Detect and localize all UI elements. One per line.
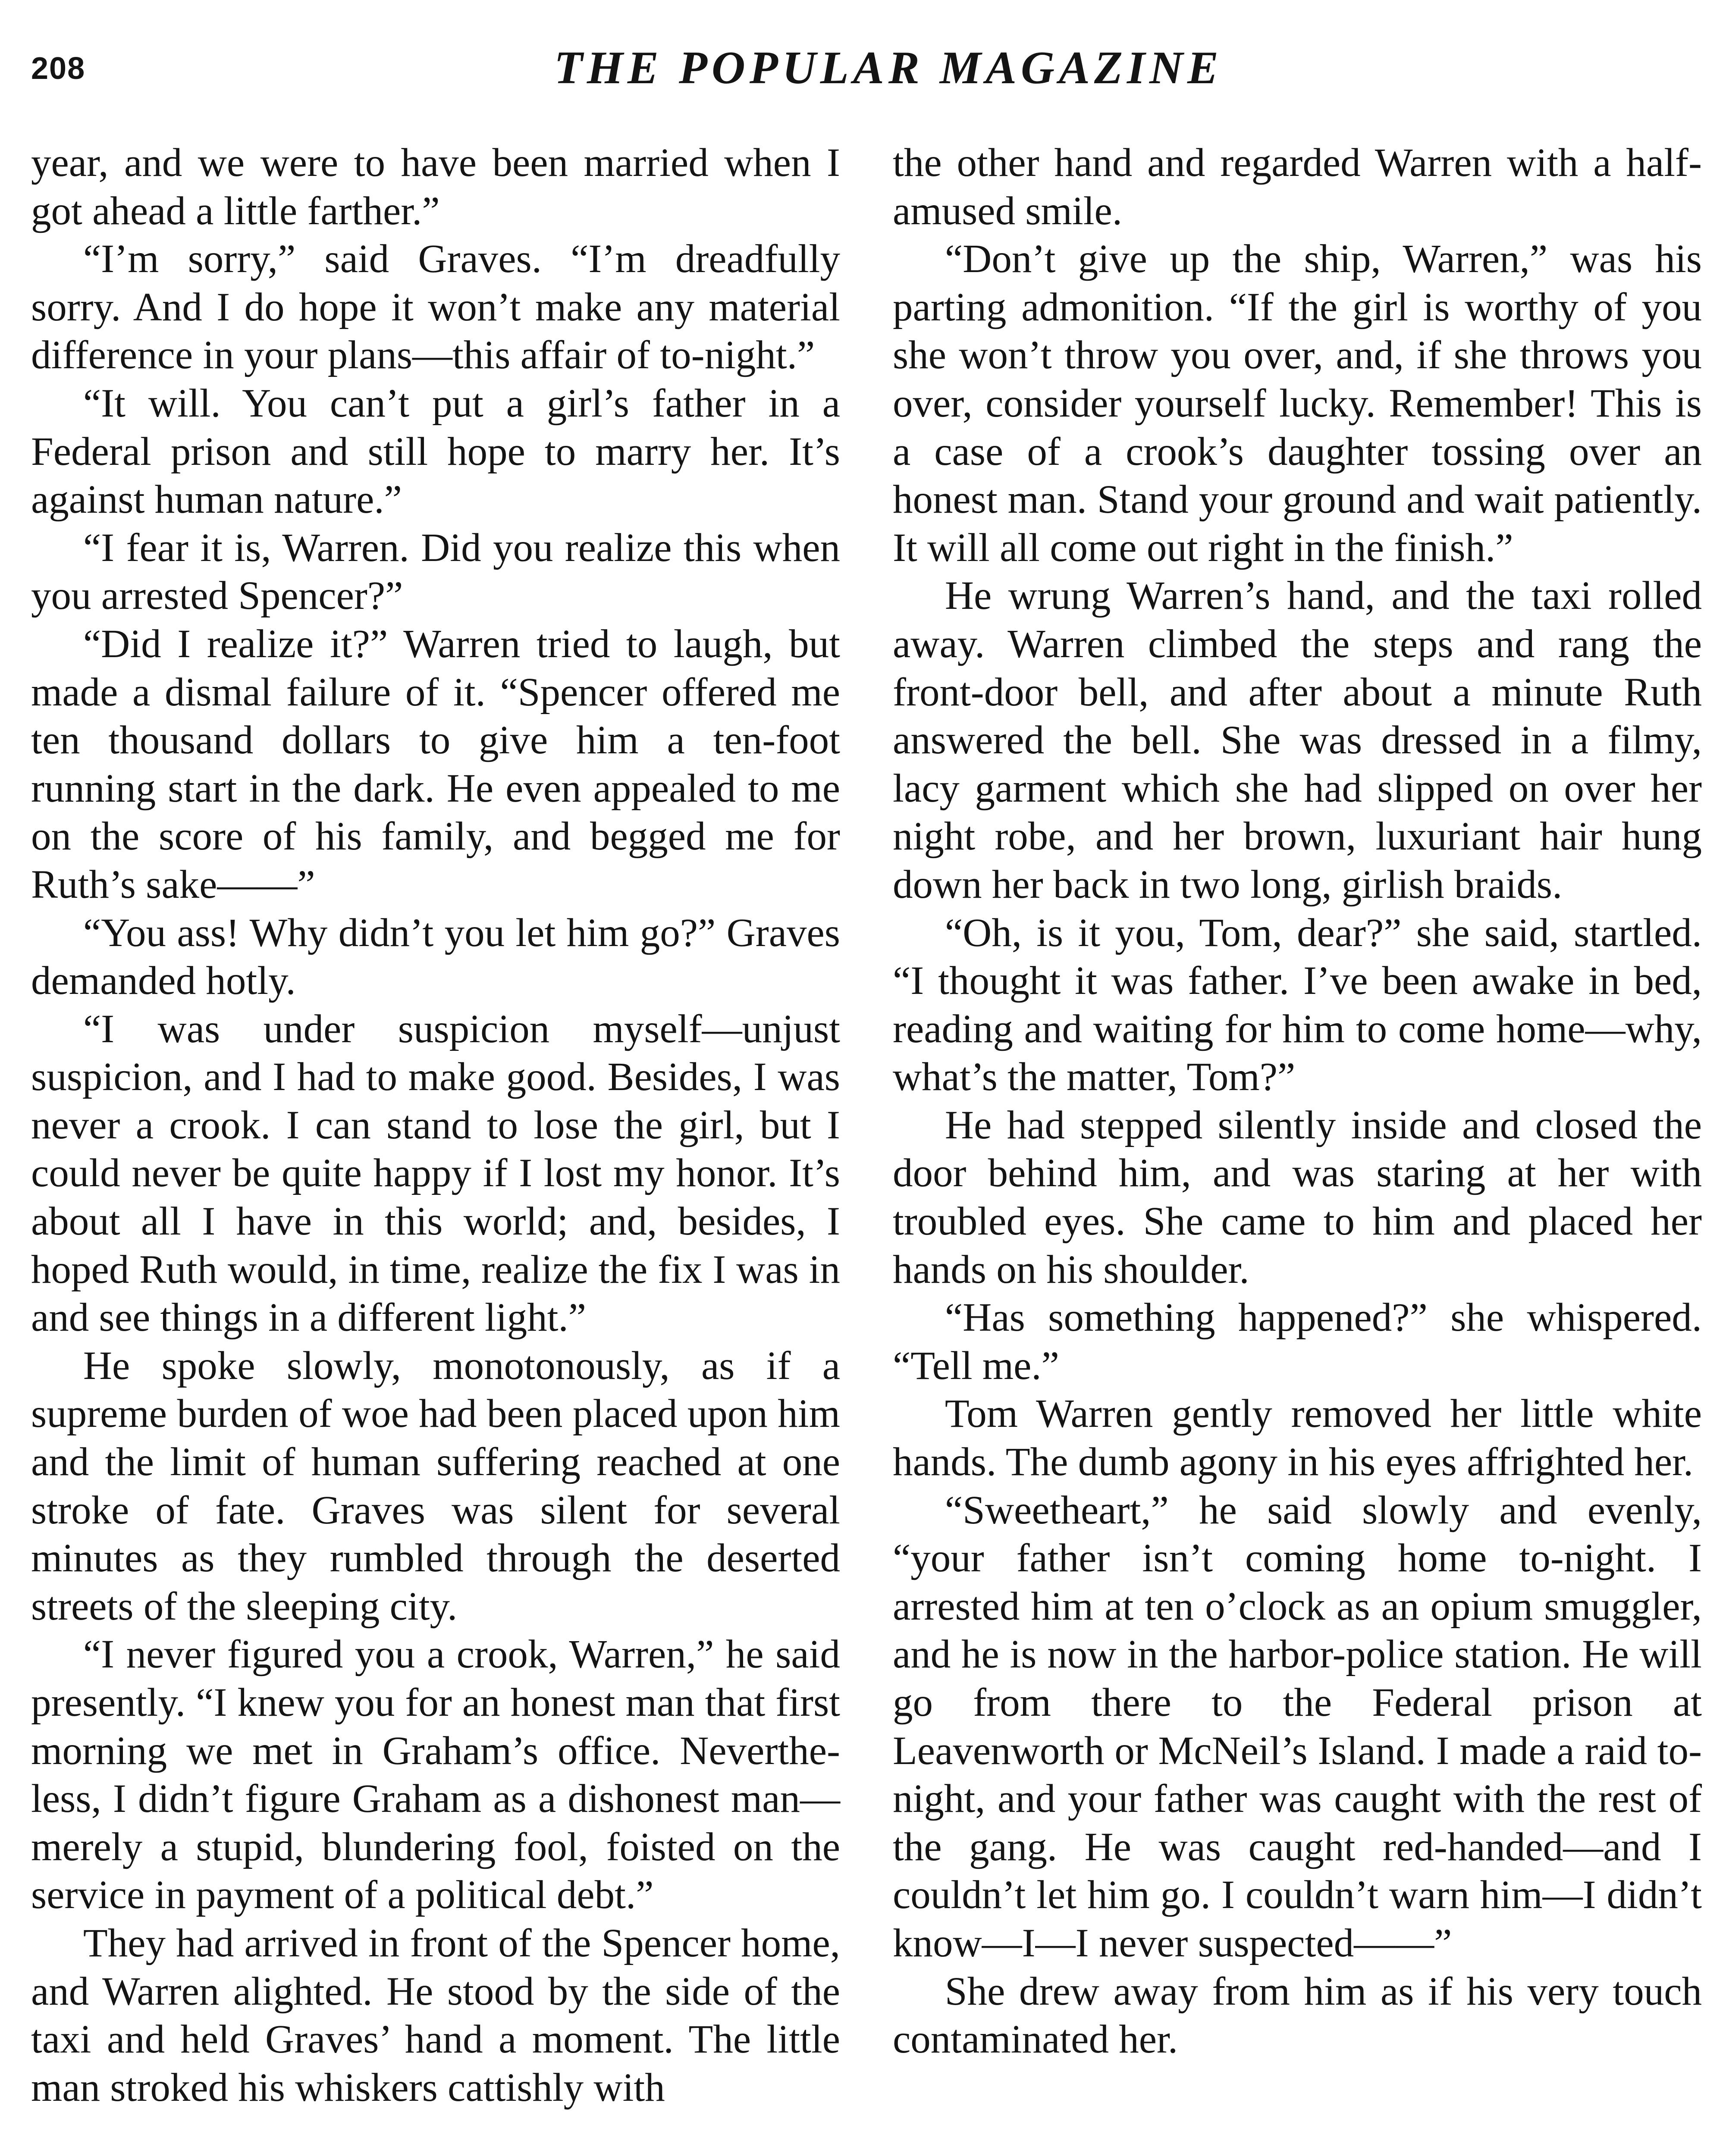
- paragraph: Tom Warren gently removed her little white hands. The dumb agony in his eyes affrighted her.: [893, 1391, 1702, 1485]
- paragraph: the other hand and regarded Warren with a half-amused smile.: [893, 141, 1702, 233]
- paragraph: “I’m sorry,” said Graves. “I’m dreadfully sorry. And I do hope it won’t make any material difference in your plans—this affair of to-night.”: [31, 237, 840, 378]
- paragraph: “Don’t give up the ship, Warren,” was his parting admonition. “If the girl is worthy of you she won’t throw you over, and, if she throws you over, consider yourself lucky. Remember! This is a case of a crook’s daughter tossing over an honest man. Stand your ground and wait patiently. It will all come out right in the finish.”: [893, 237, 1702, 570]
- paragraph: “Sweetheart,” he said slowly and evenly, “your father isn’t coming home to-night. I arrested him at ten o’clock as an opium smuggler, and he is now in the harbor-police station. He will go from there to the Federal prison at Leavenworth or McNeil’s Island. I made a raid to-night, and your father was caught with the rest of the gang. He was caught red-handed—and I couldn’t let him go. I couldn’t warn him—I didn’t know—I—I never suspected——”: [893, 1488, 1702, 1965]
- paragraph: “Oh, is it you, Tom, dear?” she said, startled. “I thought it was father. I’ve been awake in bed, reading and waiting for him to come home—why, what’s the matter, Tom?”: [893, 910, 1702, 1100]
- paragraph: year, and we were to have been married when I got ahead a little farther.”: [31, 141, 840, 233]
- paragraph: “Did I realize it?” Warren tried to laugh, but made a dismal failure of it. “Spencer offered me ten thousand dollars to give him a ten-foot running start in the dark. He even appealed to me on the score of his family, and begged me for Ruth’s sake——”: [31, 621, 840, 907]
- paragraph: She drew away from him as if his very touch contaminated her.: [893, 1969, 1702, 2062]
- paragraph: “I never figured you a crook, Warren,” he said presently. “I knew you for an honest man that first morning we met in Graham’s office. Nevertheless, I didn’t figure Graham as a dishonest man—merely a stupid, blundering fool, foisted on the service in payment of a political debt.”: [31, 1632, 840, 1918]
- paragraph: “You ass! Why didn’t you let him go?” Graves demanded hotly.: [31, 910, 840, 1003]
- running-title: THE POPULAR MAGAZINE: [554, 42, 1223, 94]
- paragraph: They had arrived in front of the Spencer home, and Warren alighted. He stood by the side of the taxi and held Graves’ hand a moment. The little man stroked his whiskers cattishly with: [31, 1921, 840, 2110]
- paragraph: He had stepped silently inside and closed the door behind him, and was staring at her with troubled eyes. She came to him and placed her hands on his shoulder.: [893, 1103, 1702, 1292]
- page-number: 208: [31, 51, 86, 86]
- paragraph: He spoke slowly, monotonously, as if a supreme burden of woe had been placed upon him and the limit of human suffering reached at one stroke of fate. Graves was silent for several minutes as they rumbled through the deserted streets of the sleeping city.: [31, 1343, 840, 1629]
- paragraph: “It will. You can’t put a girl’s father in a Federal prison and still hope to marry her. It’s against human nature.”: [31, 381, 840, 522]
- left-text-column: [31, 139, 840, 2112]
- paragraph: He wrung Warren’s hand, and the taxi rolled away. Warren climbed the steps and rang the front-door bell, and after about a minute Ruth answered the bell. She was dressed in a filmy, lacy garment which she had slipped on over her night robe, and her brown, luxuriant hair hung down her back in two long, girlish braids.: [893, 573, 1702, 907]
- right-text-column: [893, 139, 1702, 2064]
- paragraph: “I was under suspicion myself—unjust suspicion, and I had to make good. Besides, I was never a crook. I can stand to lose the girl, but I could never be quite happy if I lost my honor. It’s about all I have in this world; and, besides, I hoped Ruth would, in time, realize the fix I was in and see things in a different light.”: [31, 1006, 840, 1340]
- page-header: [0, 0, 1726, 129]
- paragraph: “Has something happened?” she whispered. “Tell me.”: [893, 1295, 1702, 1388]
- paragraph: “I fear it is, Warren. Did you realize this when you arrested Spencer?”: [31, 525, 840, 618]
